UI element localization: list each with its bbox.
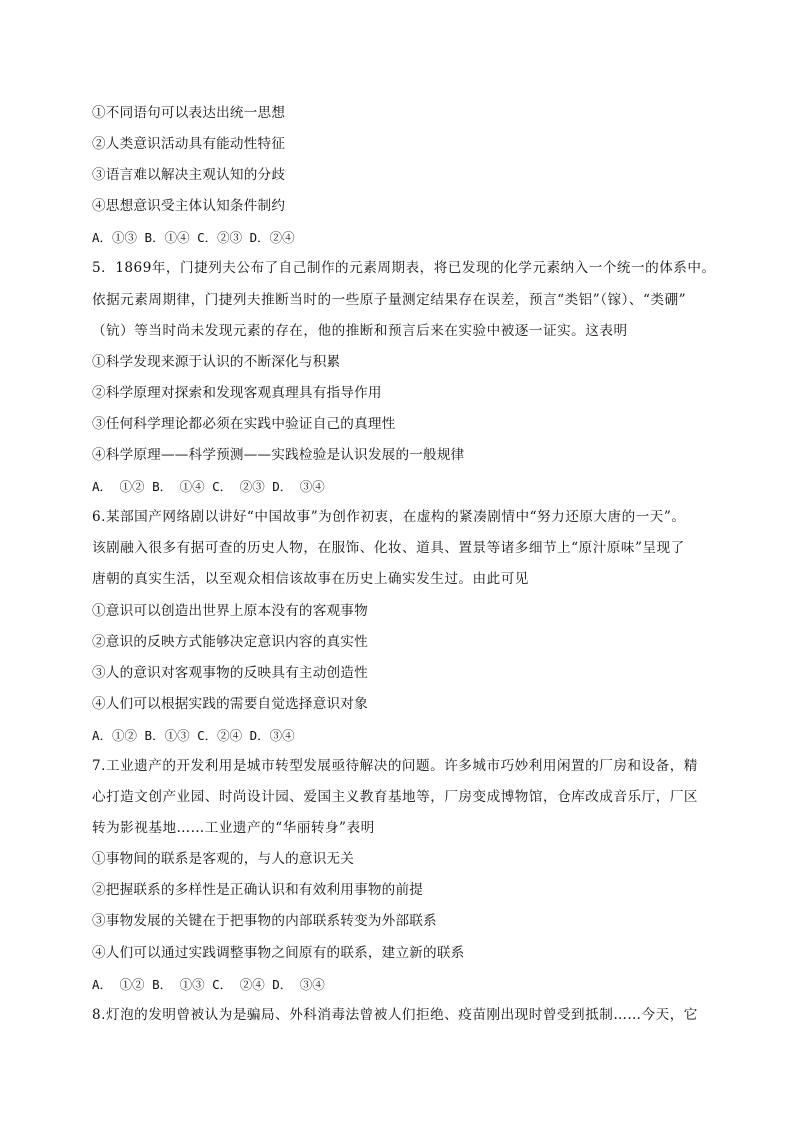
q6-stem-line-2: 该剧融入很多有据可查的历史人物，在服饰、化妆、道具、置景等诸多细节上“原汁原味”呈现了 (92, 540, 685, 557)
q5-answer-choices: A． ①② B． ①④ C． ②③ D． ③④ (92, 479, 325, 495)
q7-option-1: ①事物间的联系是客观的，与人的意识无关 (92, 851, 355, 868)
question-4-options (92, 98, 712, 253)
q5-stem-line-1: 5．1869年，门捷列夫公布了自己制作的元素周期表，将已发现的化学元素纳入一个统一的体系中。 (92, 260, 716, 277)
q4-answer-choices: A．①③ B．①④ C．②③ D．②④ (92, 230, 295, 246)
q6-option-1: ①意识可以创造出世界上原本没有的客观事物 (92, 602, 368, 619)
q5-stem-line-3: （钪）等当时尚未发现元素的存在，他的推断和预言后来在实验中被逐一证实。这表明 (92, 322, 628, 339)
q5-option-1: ①科学发现来源于认识的不断深化与积累 (92, 353, 341, 370)
q7-option-2: ②把握联系的多样性是正确认识和有效利用事物的前提 (92, 882, 424, 899)
q6-option-3: ③人的意识对客观事物的反映具有主动创造性 (92, 664, 368, 681)
q7-stem-line-1: 7.工业遗产的开发利用是城市转型发展亟待解决的问题。许多城市巧妙利用闲置的厂房和设备，精 (92, 757, 698, 774)
question-5 (92, 253, 716, 502)
q5-option-3: ③任何科学理论都必须在实践中验证自己的真理性 (92, 415, 396, 432)
q5-option-2: ②科学原理对探索和发现客观真理具有指导作用 (92, 384, 382, 401)
q6-answer-choices: A．①② B．①③ C．②④ D．③④ (92, 727, 295, 743)
q6-stem-line-1: 6.某部国产网络剧以讲好“中国故事”为创作初衷，在虚构的紧凑剧情中“努力还原大唐的一天”。 (92, 509, 686, 526)
q6-stem-line-3: 唐朝的真实生活，以至观众相信该故事在历史上确实发生过。由此可见 (92, 571, 529, 588)
q5-option-4: ④科学原理——科学预测——实践检验是认识发展的一般规律 (92, 447, 465, 464)
q4-option-1: ①不同语句可以表达出统一思想 (92, 105, 286, 121)
q5-stem-line-2: 依据元素周期律，门捷列夫推断当时的一些原子量测定结果存在误差，预言“类铝”（镓）、“类硼” (92, 291, 687, 308)
q4-option-3: ③语言难以解决主观认知的分歧 (92, 167, 286, 184)
q7-option-3: ③事物发展的关键在于把事物的内部联系转变为外部联系 (92, 913, 437, 930)
q7-stem-line-2: 心打造文创产业园、时尚设计园、爱国主义教育基地等，厂房变成博物馆，仓库改成音乐厅，厂区 (92, 789, 699, 806)
document-page (92, 98, 716, 1031)
q4-option-4: ④思想意识受主体认知条件制约 (92, 198, 286, 215)
q7-answer-choices: A． ①② B． ①③ C． ②④ D． ③④ (92, 976, 325, 992)
q4-option-2: ②人类意识活动具有能动性特征 (92, 136, 286, 153)
q7-stem-line-3: 转为影视基地……工业遗产的“华丽转身”表明 (92, 820, 375, 837)
question-8 (92, 1000, 712, 1031)
q6-option-4: ④人们可以根据实践的需要自觉选择意识对象 (92, 695, 368, 712)
q7-option-4: ④人们可以通过实践调整事物之间原有的联系，建立新的联系 (92, 944, 465, 961)
question-6 (92, 502, 712, 751)
q6-option-2: ②意识的反映方式能够决定意识内容的真实性 (92, 633, 368, 650)
question-7 (92, 751, 712, 1000)
q8-stem-line-1: 8.灯泡的发明曾被认为是骗局、外科消毒法曾被人们拒绝、疫苗刚出现时曾受到抵制……今天，它 (92, 1006, 698, 1023)
